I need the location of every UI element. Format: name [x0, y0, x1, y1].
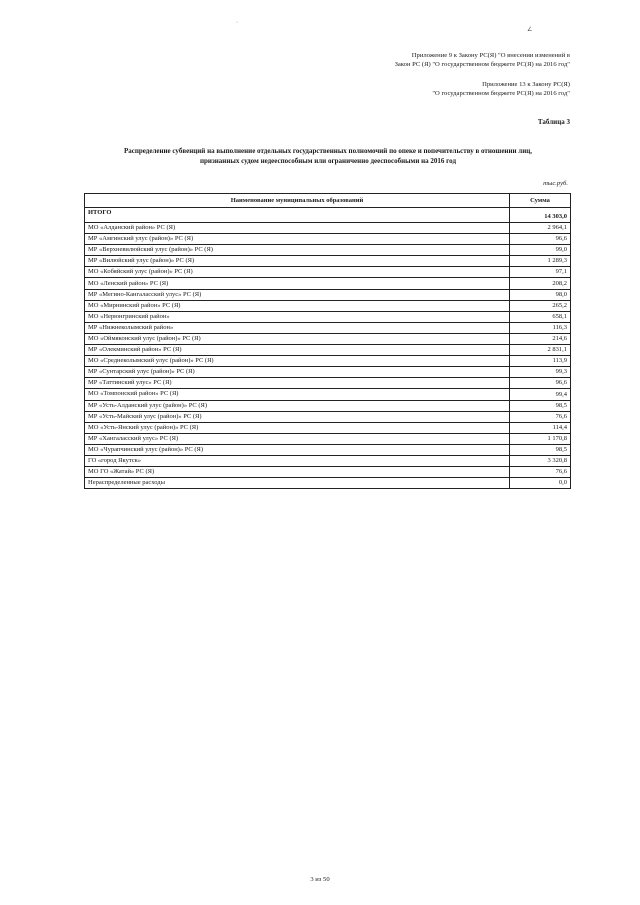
appendix-9-line2: Закон РС (Я) "О государственном бюджете РС(Я) на 2016 год" — [394, 61, 570, 69]
table-row — [85, 267, 571, 278]
table-row — [85, 411, 571, 422]
table-number: Таблица 3 — [537, 118, 570, 126]
subsidy-amount: 98,5 — [510, 400, 571, 411]
table-row — [85, 245, 571, 256]
municipality-name: МР «Вилюйский улус (район)» РС (Я) — [85, 256, 510, 267]
table-row — [85, 234, 571, 245]
subsidy-amount: 116,3 — [510, 322, 571, 333]
table-row — [85, 223, 571, 234]
table-row — [85, 345, 571, 356]
municipality-name: МО «Ленский район» РС (Я) — [85, 278, 510, 289]
table-row — [85, 256, 571, 267]
municipality-name: МО «Чурапчинский улус (район)» РС (Я) — [85, 444, 510, 455]
subsidy-amount: 208,2 — [510, 278, 571, 289]
title-line-2: признанных судом недееспособным или ограниченно дееспособными на 2016 год — [199, 157, 456, 165]
municipality-name: МР «Сунтарский улус (район)» РС (Я) — [85, 367, 510, 378]
title-line-1: Распределение субвенций на выполнение отдельных государственных полномочий по опеке и попечительству в отношении лиц, — [123, 147, 533, 155]
subsidy-amount: 113,9 — [510, 356, 571, 367]
municipality-name: МР «Верхневилюйский улус (район)» РС (Я) — [85, 245, 510, 256]
subsidy-amount: 1 289,3 — [510, 256, 571, 267]
subsidy-amount: 96,6 — [510, 378, 571, 389]
subsidy-amount: 97,1 — [510, 267, 571, 278]
total-sum: 14 303,0 — [510, 208, 571, 223]
municipality-name: МР «Хангаласский улус» РС (Я) — [85, 433, 510, 444]
column-header-name: Наименование муниципальных образований — [85, 194, 510, 208]
subsidy-amount: 98,0 — [510, 289, 571, 300]
appendix-13-note — [432, 80, 570, 99]
table-row — [85, 322, 571, 333]
table-row — [85, 400, 571, 411]
municipality-name: МР «Усть-Алданский улус (район)» РС (Я) — [85, 400, 510, 411]
municipality-name: МР «Амгинский улус (район)» РС (Я) — [85, 234, 510, 245]
subsidy-amount: 99,0 — [510, 245, 571, 256]
subsidy-amount: 1 170,8 — [510, 433, 571, 444]
table-row — [85, 367, 571, 378]
municipality-name: ГО «город Якутск» — [85, 455, 510, 466]
municipality-name: МР «Олекминский район» РС (Я) — [85, 345, 510, 356]
appendix-9-note — [395, 51, 570, 70]
table-row — [85, 311, 571, 322]
table-row — [85, 422, 571, 433]
municipality-name: МР «Таттинский улус» РС (Я) — [85, 378, 510, 389]
subsidy-amount: 96,6 — [510, 234, 571, 245]
table-row — [85, 389, 571, 400]
municipality-name: МО «Усть-Янский улус (район)» РС (Я) — [85, 422, 510, 433]
table-row — [85, 278, 571, 289]
appendix-13-line2: "О государственном бюджете РС(Я) на 2016 год" — [432, 90, 570, 98]
subsidy-amount: 99,3 — [510, 367, 571, 378]
scan-speck: ∠ — [527, 27, 533, 33]
column-header-sum: Сумма — [510, 194, 571, 208]
table-row — [85, 356, 571, 367]
subsidy-amount: 658,1 — [510, 311, 571, 322]
table-row — [85, 289, 571, 300]
municipality-name: МО «Мирнинский район» РС (Я) — [85, 300, 510, 311]
subsidy-amount: 98,5 — [510, 444, 571, 455]
subsidy-amount: 76,6 — [510, 467, 571, 478]
subsidy-amount: 2 831,1 — [510, 345, 571, 356]
total-label: ИТОГО — [85, 208, 510, 223]
subsidy-amount: 3 320,8 — [510, 455, 571, 466]
table-row — [85, 444, 571, 455]
page-number: 3 из 50 — [310, 876, 330, 883]
municipality-name: МР «Нижнеколымский район» — [85, 322, 510, 333]
municipality-name: МО «Оймяконский улус (район)» РС (Я) — [85, 333, 510, 344]
table-row — [85, 300, 571, 311]
subsidy-amount: 265,2 — [510, 300, 571, 311]
municipality-name: МО «Томпонский район» РС (Я) — [85, 389, 510, 400]
table-header-row — [85, 194, 571, 208]
table-row — [85, 467, 571, 478]
subsidy-amount: 0,0 — [510, 478, 571, 489]
subsidy-amount: 99,4 — [510, 389, 571, 400]
municipality-name: МО «Среднеколымский улус (район)» РС (Я) — [85, 356, 510, 367]
table-row — [85, 455, 571, 466]
units-label: тыс.руб. — [543, 180, 568, 187]
municipality-name: МО «Нерюнгринский район» — [85, 311, 510, 322]
municipality-name: МР «Усть-Майский улус (район)» РС (Я) — [85, 411, 510, 422]
document-title — [88, 146, 568, 166]
table-row — [85, 433, 571, 444]
municipality-name: Нераспределенные расходы — [85, 478, 510, 489]
appendix-9-line1: Приложение 9 к Закону РС(Я) "О внесении изменений в — [411, 52, 570, 59]
subsidy-amount: 2 964,1 — [510, 223, 571, 234]
scan-speck: · — [236, 20, 238, 26]
subsidy-table — [84, 193, 571, 489]
appendix-13-line1: Приложение 13 к Закону РС(Я) — [482, 81, 570, 88]
municipality-name: МО «Кобяйский улус (район)» РС (Я) — [85, 267, 510, 278]
subsidy-amount: 114,4 — [510, 422, 571, 433]
table-row — [85, 478, 571, 489]
subsidy-amount: 76,6 — [510, 411, 571, 422]
table-row — [85, 378, 571, 389]
total-row — [85, 208, 571, 223]
municipality-name: МО «Алданский район» РС (Я) — [85, 223, 510, 234]
municipality-name: МР «Мегино-Кангаласский улус» РС (Я) — [85, 289, 510, 300]
subsidy-amount: 214,6 — [510, 333, 571, 344]
table-row — [85, 333, 571, 344]
municipality-name: МО ГО «Жатай» РС (Я) — [85, 467, 510, 478]
